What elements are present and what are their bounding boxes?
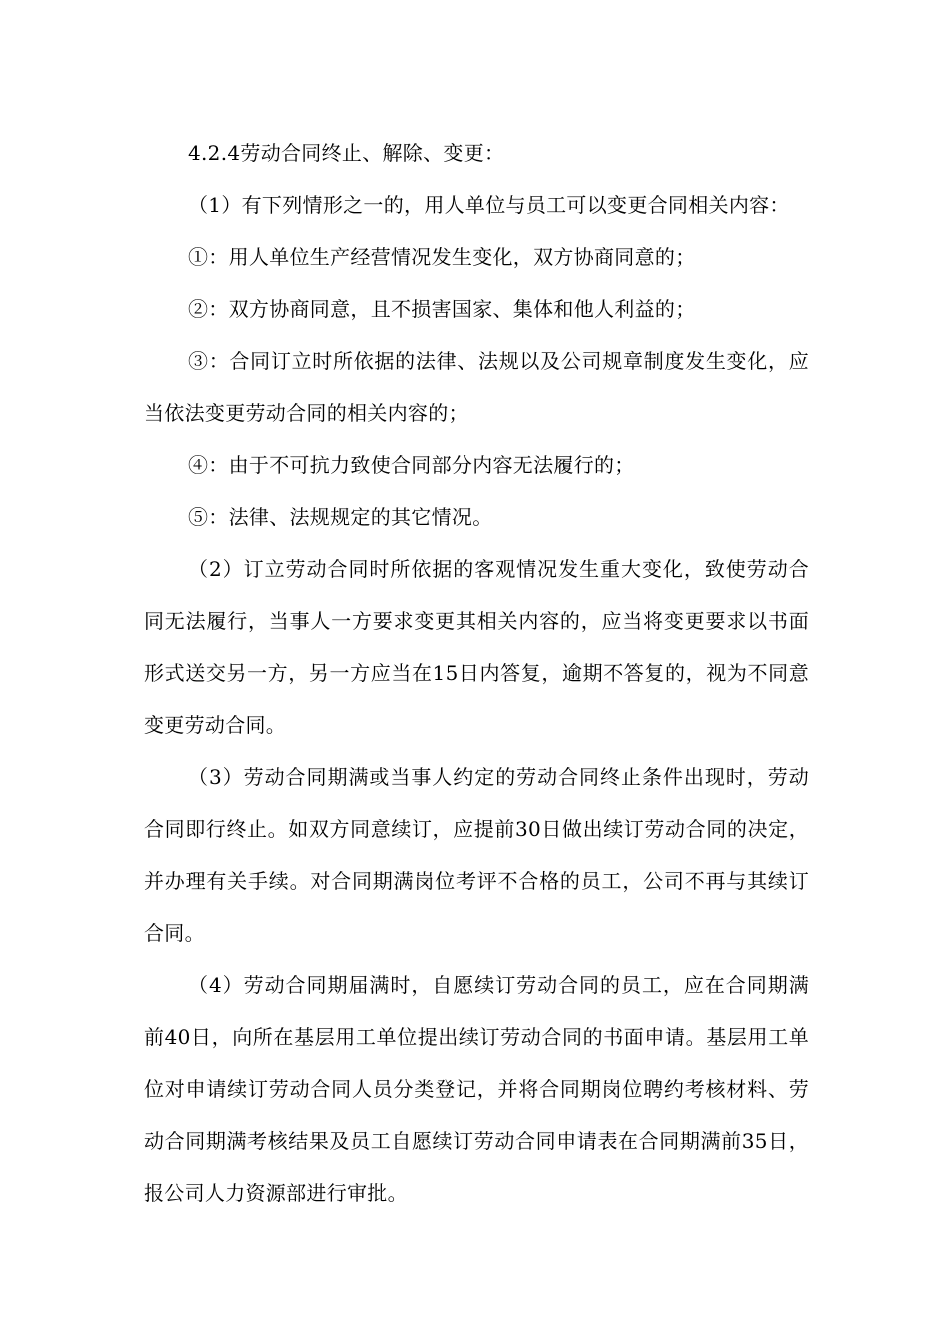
section-heading: 4.2.4劳动合同终止、解除、变更： <box>188 141 505 165</box>
subitem-2: ②：双方协商同意，且不损害国家、集体和他人利益的； <box>188 297 696 321</box>
subitem-4: ④：由于不可抗力致使合同部分内容无法履行的； <box>188 453 635 477</box>
paragraph-item-2: （2）订立劳动合同时所依据的客观情况发生重大变化，致使劳动合同无法履行，当事人一方要求变更其相关内容的，应当将变更要求以书面形式送交另一方，另一方应当在15日内答复，逾期不答复的，视为不同意变更劳动合同。 <box>144 557 809 737</box>
document-body <box>144 127 809 1219</box>
paragraph-item-1: （1）有下列情形之一的，用人单位与员工可以变更合同相关内容： <box>188 193 790 217</box>
paragraph-item-3: （3）劳动合同期满或当事人约定的劳动合同终止条件出现时，劳动合同即行终止。如双方同意续订，应提前30日做出续订劳动合同的决定，并办理有关手续。对合同期满岗位考评不合格的员工，公司不再与其续订合同。 <box>144 765 809 945</box>
subitem-5: ⑤：法律、法规规定的其它情况。 <box>188 505 493 529</box>
paragraph-item-4: （4）劳动合同期届满时，自愿续订劳动合同的员工，应在合同期满前40日，向所在基层用工单位提出续订劳动合同的书面申请。基层用工单位对申请续订劳动合同人员分类登记，并将合同期岗位聘约考核材料、劳动合同期满考核结果及员工自愿续订劳动合同申请表在合同期满前35日，报公司人力资源部进行审批。 <box>144 973 809 1205</box>
subitem-3: ③：合同订立时所依据的法律、法规以及公司规章制度发生变化，应当依法变更劳动合同的相关内容的； <box>144 349 809 425</box>
subitem-1: ①：用人单位生产经营情况发生变化，双方协商同意的； <box>188 245 696 269</box>
